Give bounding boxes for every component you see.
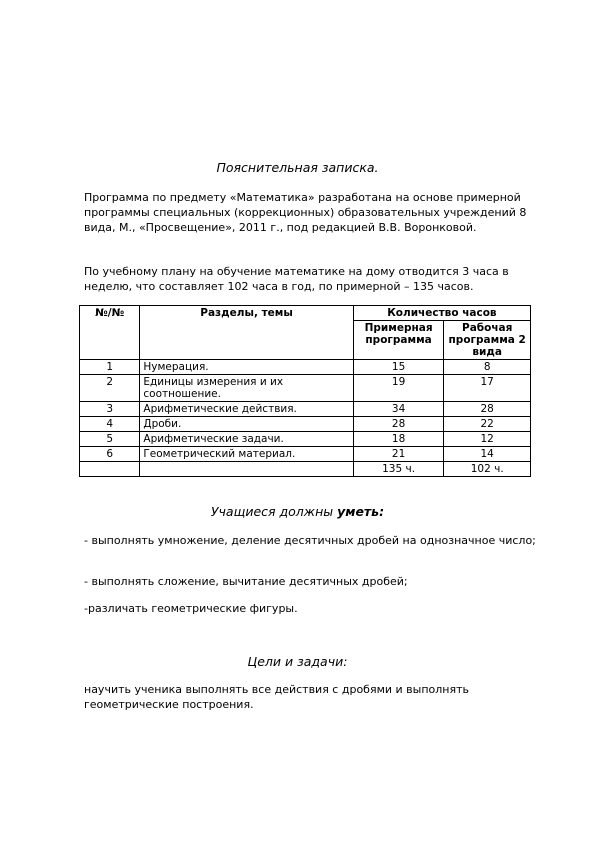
row-topic: Единицы измерения и их соотношение. [140,375,353,402]
row-num: 4 [80,417,140,432]
total-plan: 135 ч. [353,462,444,477]
row-topic: Дроби. [140,417,353,432]
header-plan: Примерная программа [353,321,444,360]
table-row [80,417,531,432]
row-num: 6 [80,447,140,462]
page-title: Пояснительная записка. [216,160,379,175]
row-plan: 21 [353,447,444,462]
table-header-row [80,306,531,321]
skills-heading-bold: уметь: [337,504,385,519]
header-num: №/№ [80,306,140,360]
plan-paragraph: По учебному плану на обучение математике на дому отводится 3 часа в неделю, что составляет 102 часа в год, по примерной – 135 часов. [84,265,509,293]
intro-paragraph: Программа по предмету «Математика» разработана на основе примерной программы специальных (коррекционных) образовательных учреждений 8 вида, М., «Просвещение», 2011 г., под редакцией В.В. Воронковой. [84,191,527,234]
total-work: 102 ч. [444,462,531,477]
header-hours: Количество часов [353,306,530,321]
skill-item: - выполнять сложение, вычитание десятичных дробей; [84,575,408,588]
row-plan: 15 [353,360,444,375]
total-topic-cell [140,462,353,477]
table-row [80,360,531,375]
row-plan: 34 [353,402,444,417]
row-num: 1 [80,360,140,375]
row-topic: Геометрический материал. [140,447,353,462]
row-topic: Арифметические действия. [140,402,353,417]
table-row [80,447,531,462]
row-work: 12 [444,432,531,447]
header-topic: Разделы, темы [140,306,353,360]
row-plan: 18 [353,432,444,447]
row-work: 28 [444,402,531,417]
row-num: 5 [80,432,140,447]
goals-heading: Цели и задачи: [247,654,348,669]
row-num: 2 [80,375,140,402]
hours-table [79,305,531,477]
row-topic: Нумерация. [140,360,353,375]
row-topic: Арифметические задачи. [140,432,353,447]
row-work: 8 [444,360,531,375]
skills-heading-prefix: Учащиеся должны [210,504,338,519]
goals-paragraph: научить ученика выполнять все действия с дробями и выполнять геометрические построения. [84,683,469,711]
table-total-row [80,462,531,477]
row-num: 3 [80,402,140,417]
row-work: 17 [444,375,531,402]
row-plan: 28 [353,417,444,432]
table-row [80,375,531,402]
table-row [80,402,531,417]
skill-item: - выполнять умножение, деление десятичных дробей на однозначное число; [84,534,536,547]
row-work: 14 [444,447,531,462]
skills-heading [0,504,595,519]
skill-item: -различать геометрические фигуры. [84,602,298,615]
row-work: 22 [444,417,531,432]
total-num-cell [80,462,140,477]
table-row [80,432,531,447]
row-plan: 19 [353,375,444,402]
header-work: Рабочая программа 2 вида [444,321,531,360]
